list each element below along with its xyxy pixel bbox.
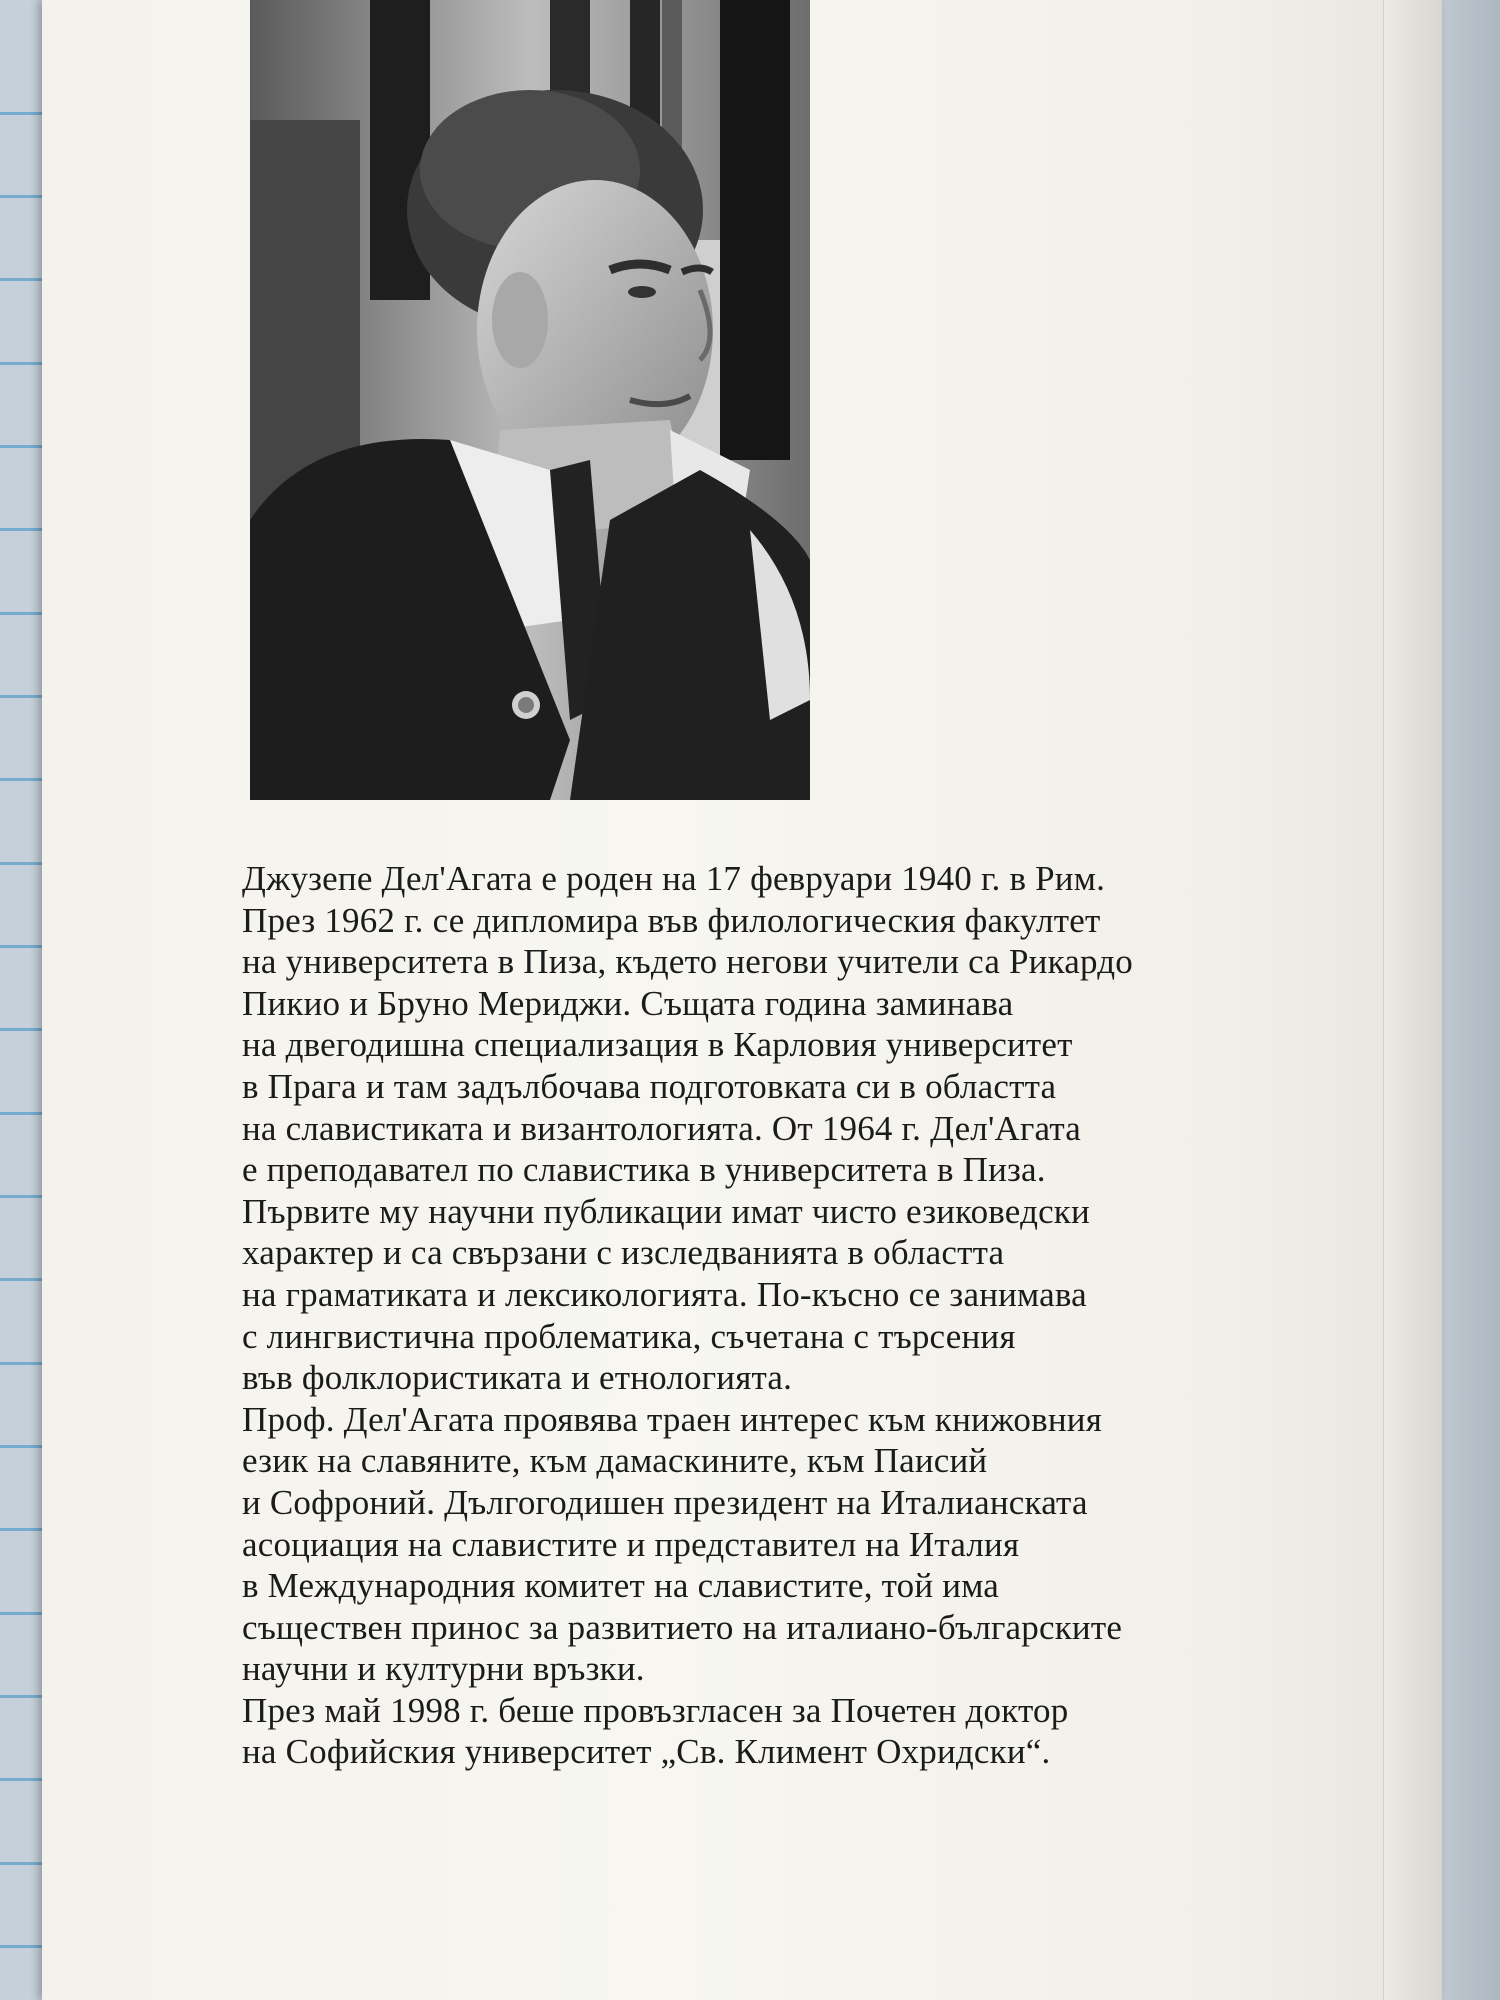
bio-line: е преподавател по славистика в университета в Пиза. — [242, 1150, 1046, 1190]
bio-line: на двегодишна специализация в Карловия университет — [242, 1025, 1073, 1065]
bio-line: с лингвистична проблематика, съчетана с търсения — [242, 1316, 1016, 1356]
bio-line: научни и културни връзки. — [242, 1649, 645, 1689]
bio-line: През май 1998 г. беше провъзгласен за Почетен доктор — [242, 1690, 1069, 1730]
bio-line: език на славяните, към дамаскините, към Паисий — [242, 1441, 988, 1481]
bio-line: Джузепе Дел'Агата е роден на 17 февруари 1940 г. в Рим. — [242, 859, 1106, 898]
bio-line: съществен принос за развитието на италиано-българските — [242, 1607, 1123, 1647]
bio-line: характер и са свързани с изследванията в областта — [242, 1233, 1005, 1273]
bio-line: на граматиката и лексикологията. По-късно се занимава — [242, 1274, 1087, 1314]
bio-line: асоциация на славистите и представител на Италия — [242, 1524, 1020, 1564]
bio-line: на университета в Пиза, където негови учители са Рикардо — [242, 942, 1133, 982]
bio-line: на Софийския университет „Св. Климент Охридски“. — [242, 1732, 1051, 1772]
bio-line: в Прага и там задълбочава подготовката си в областта — [242, 1066, 1057, 1106]
bio-line: във фолклористиката и етнологията. — [242, 1358, 793, 1398]
portrait-photo-icon — [250, 0, 810, 800]
book-back-cover — [42, 0, 1442, 2000]
author-biography — [242, 858, 1422, 1773]
book-spine-shadow — [1442, 0, 1500, 2000]
bio-line: и Софроний. Дългогодишен президент на Италианската — [242, 1482, 1088, 1522]
bio-line: в Международния комитет на славистите, той има — [242, 1566, 1000, 1606]
bio-line: Пикио и Бруно Мериджи. Същата година заминава — [242, 983, 1014, 1023]
bio-line: Проф. Дел'Агата проявява траен интерес към книжовния — [242, 1399, 1103, 1439]
author-portrait-photo — [250, 0, 810, 800]
bio-line: През 1962 г. се дипломира във филологическия факултет — [242, 900, 1101, 940]
bio-line: на славистиката и византологията. От 1964 г. Дел'Агата — [242, 1108, 1081, 1148]
bio-line: Първите му научни публикации имат чисто езиковедски — [242, 1191, 1090, 1231]
